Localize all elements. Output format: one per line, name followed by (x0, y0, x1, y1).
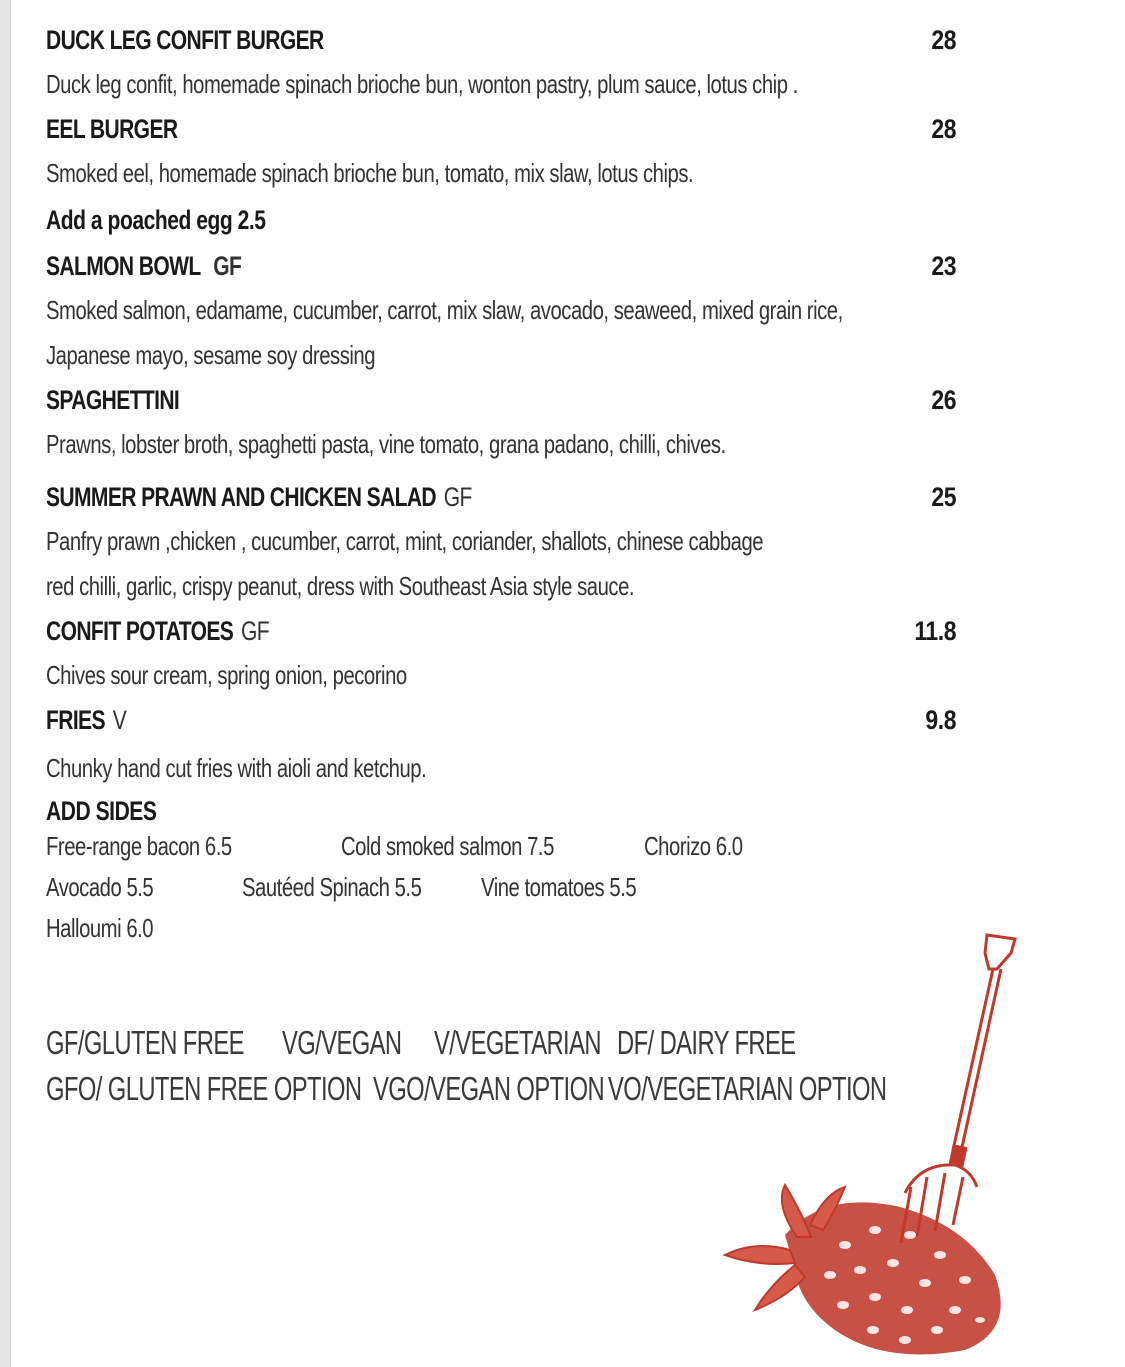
menu-item-header (46, 475, 976, 519)
item-description: Panfry prawn ,chicken , cucumber, carrot, mint, coriander, shallots, chinese cabbage (46, 526, 764, 556)
item-price: 25 (931, 482, 956, 512)
menu-item-header (46, 244, 976, 288)
item-name (46, 616, 269, 647)
side-item: Free-range bacon 6.5 (46, 831, 232, 861)
item-price: 23 (931, 251, 956, 281)
sides-row (46, 872, 976, 913)
item-price: 11.8 (914, 616, 956, 646)
menu-item-header (46, 698, 976, 742)
item-tag: GF (213, 251, 242, 281)
item-name (46, 251, 241, 282)
item-tag: GF (241, 616, 270, 646)
item-name (46, 705, 126, 736)
menu-item-header (46, 107, 976, 151)
side-item: Cold smoked salmon 7.5 (341, 831, 554, 861)
item-name-text: FRIES (46, 705, 105, 735)
item-name: SPAGHETTINI (46, 385, 180, 415)
menu-item-header (46, 378, 976, 422)
item-name: EEL BURGER (46, 114, 178, 144)
side-item: Chorizo 6.0 (644, 831, 743, 861)
item-tag: V (112, 705, 127, 735)
item-name (46, 482, 472, 513)
item-description: Smoked eel, homemade spinach brioche bun, tomato, mix slaw, lotus chips. (46, 158, 694, 188)
item-name: DUCK LEG CONFIT BURGER (46, 25, 324, 55)
item-tag: GF (443, 482, 472, 512)
legend-item: VGO/VEGAN OPTION (373, 1070, 605, 1107)
item-price: 9.8 (925, 705, 956, 735)
strawberry-pitchfork-illustration (715, 925, 1045, 1365)
item-price: 28 (931, 25, 956, 55)
legend-item: VO/VEGETARIAN OPTION (608, 1070, 887, 1107)
item-price: 28 (931, 114, 956, 144)
side-item: Vine tomatoes 5.5 (481, 872, 637, 902)
item-name-text: SALMON BOWL (46, 251, 206, 281)
item-name-text: CONFIT POTATOES (46, 616, 234, 646)
menu-item-header (46, 609, 976, 653)
item-description: Smoked salmon, edamame, cucumber, carrot, mix slaw, avocado, seaweed, mixed grain rice, (46, 295, 843, 325)
page-left-edge (0, 0, 11, 1367)
legend-item: GFO/ GLUTEN FREE OPTION (46, 1070, 362, 1107)
legend-item: DF/ DAIRY FREE (617, 1024, 796, 1061)
legend-item: GF/GLUTEN FREE (46, 1024, 244, 1061)
side-item: Avocado 5.5 (46, 872, 154, 902)
item-description: Japanese mayo, sesame soy dressing (46, 340, 376, 370)
item-description: Chunky hand cut fries with aioli and ketchup. (46, 753, 427, 783)
add-sides-title: ADD SIDES (46, 796, 157, 826)
item-price: 26 (931, 385, 956, 415)
menu-item-header (46, 18, 976, 62)
sides-row (46, 831, 976, 872)
item-name-text: SUMMER PRAWN AND CHICKEN SALAD (46, 482, 436, 512)
item-description: Duck leg confit, homemade spinach brioche bun, wonton pastry, plum sauce, lotus chip . (46, 69, 798, 99)
legend-item: VG/VEGAN (282, 1024, 402, 1061)
legend-item: V/VEGETARIAN (434, 1024, 601, 1061)
item-description: Chives sour cream, spring onion, pecorino (46, 660, 407, 690)
side-item: Sautéed Spinach 5.5 (242, 872, 422, 902)
item-description: Prawns, lobster broth, spaghetti pasta, vine tomato, grana padano, chilli, chives. (46, 429, 726, 459)
item-description: red chilli, garlic, crispy peanut, dress with Southeast Asia style sauce. (46, 571, 635, 601)
side-item: Halloumi 6.0 (46, 913, 154, 943)
poached-egg-note: Add a poached egg 2.5 (46, 205, 266, 235)
